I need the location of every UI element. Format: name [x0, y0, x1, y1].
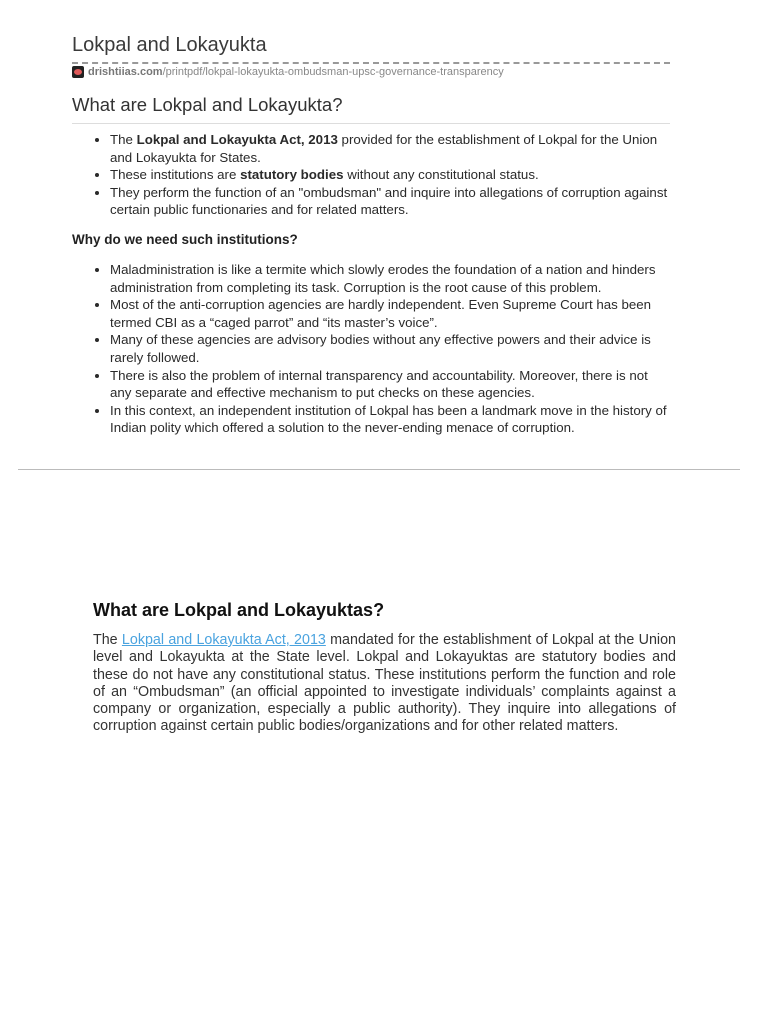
clip-heading: What are Lokpal and Lokayukta? — [72, 94, 343, 115]
bullet-list-what — [92, 131, 672, 219]
list-item: • The Lokpal and Lokayukta Act, 2013 provided for the establishment of Lokpal for the Union and Lokayukta for States. — [110, 131, 672, 166]
url-path: /printpdf/lokpal-lokayukta-ombudsman-upsc-governance-transparency — [162, 66, 504, 78]
article-paragraph: The Lokpal and Lokayukta Act, 2013 mandated for the establishment of Lokpal at the Union level and Lokayukta at the State level. Lokpal and Lokayuktas are statutory bodies and these do not have any constitutional status. These institutions perform the function and role of an “Ombudsman” (an official appointed to investigate individuals’ complaints against a company or organization, especially a public authority). They inquire into allegations of corruption against certain public bodies/organizations and for other related matters. — [93, 632, 676, 735]
article-heading: What are Lokpal and Lokayuktas? — [93, 600, 385, 620]
list-item: • They perform the function of an "ombudsman" and inquire into allegations of corruption against certain public functionaries and for related matters. — [110, 184, 672, 219]
list-item: • In this context, an independent institution of Lokpal has been a landmark move in the history of Indian polity which offered a solution to the never-ending menace of corruption. — [110, 402, 672, 437]
clip-title: Lokpal and Lokayukta — [72, 34, 267, 56]
source-url[interactable] — [72, 66, 504, 78]
act-link[interactable]: Lokpal and Lokayukta Act, 2013 — [121, 632, 326, 648]
list-item: • These institutions are statutory bodies without any constitutional status. — [110, 166, 672, 184]
list-item: • Most of the anti-corruption agencies are hardly independent. Even Supreme Court has been termed CBI as a “caged parrot” and “its master’s voice”. — [110, 296, 672, 331]
image-bottom-rule — [18, 469, 740, 470]
dashed-divider — [72, 62, 670, 64]
bullet-list-why — [92, 261, 672, 437]
url-domain: drishtiias.com — [88, 66, 163, 78]
site-favicon-icon — [72, 66, 84, 78]
list-item: • Many of these agencies are advisory bodies without any effective powers and their advice is rarely followed. — [110, 331, 672, 366]
list-item: • Maladministration is like a termite which slowly erodes the foundation of a nation and hinders administration from completing its task. Corruption is the root cause of this problem. — [110, 261, 672, 296]
list-item: • There is also the problem of internal transparency and accountability. Moreover, there is not any separate and effective mechanism to put checks on these agencies. — [110, 367, 672, 402]
clip-subheading: Why do we need such institutions? — [72, 232, 298, 247]
heading-rule — [72, 123, 670, 124]
